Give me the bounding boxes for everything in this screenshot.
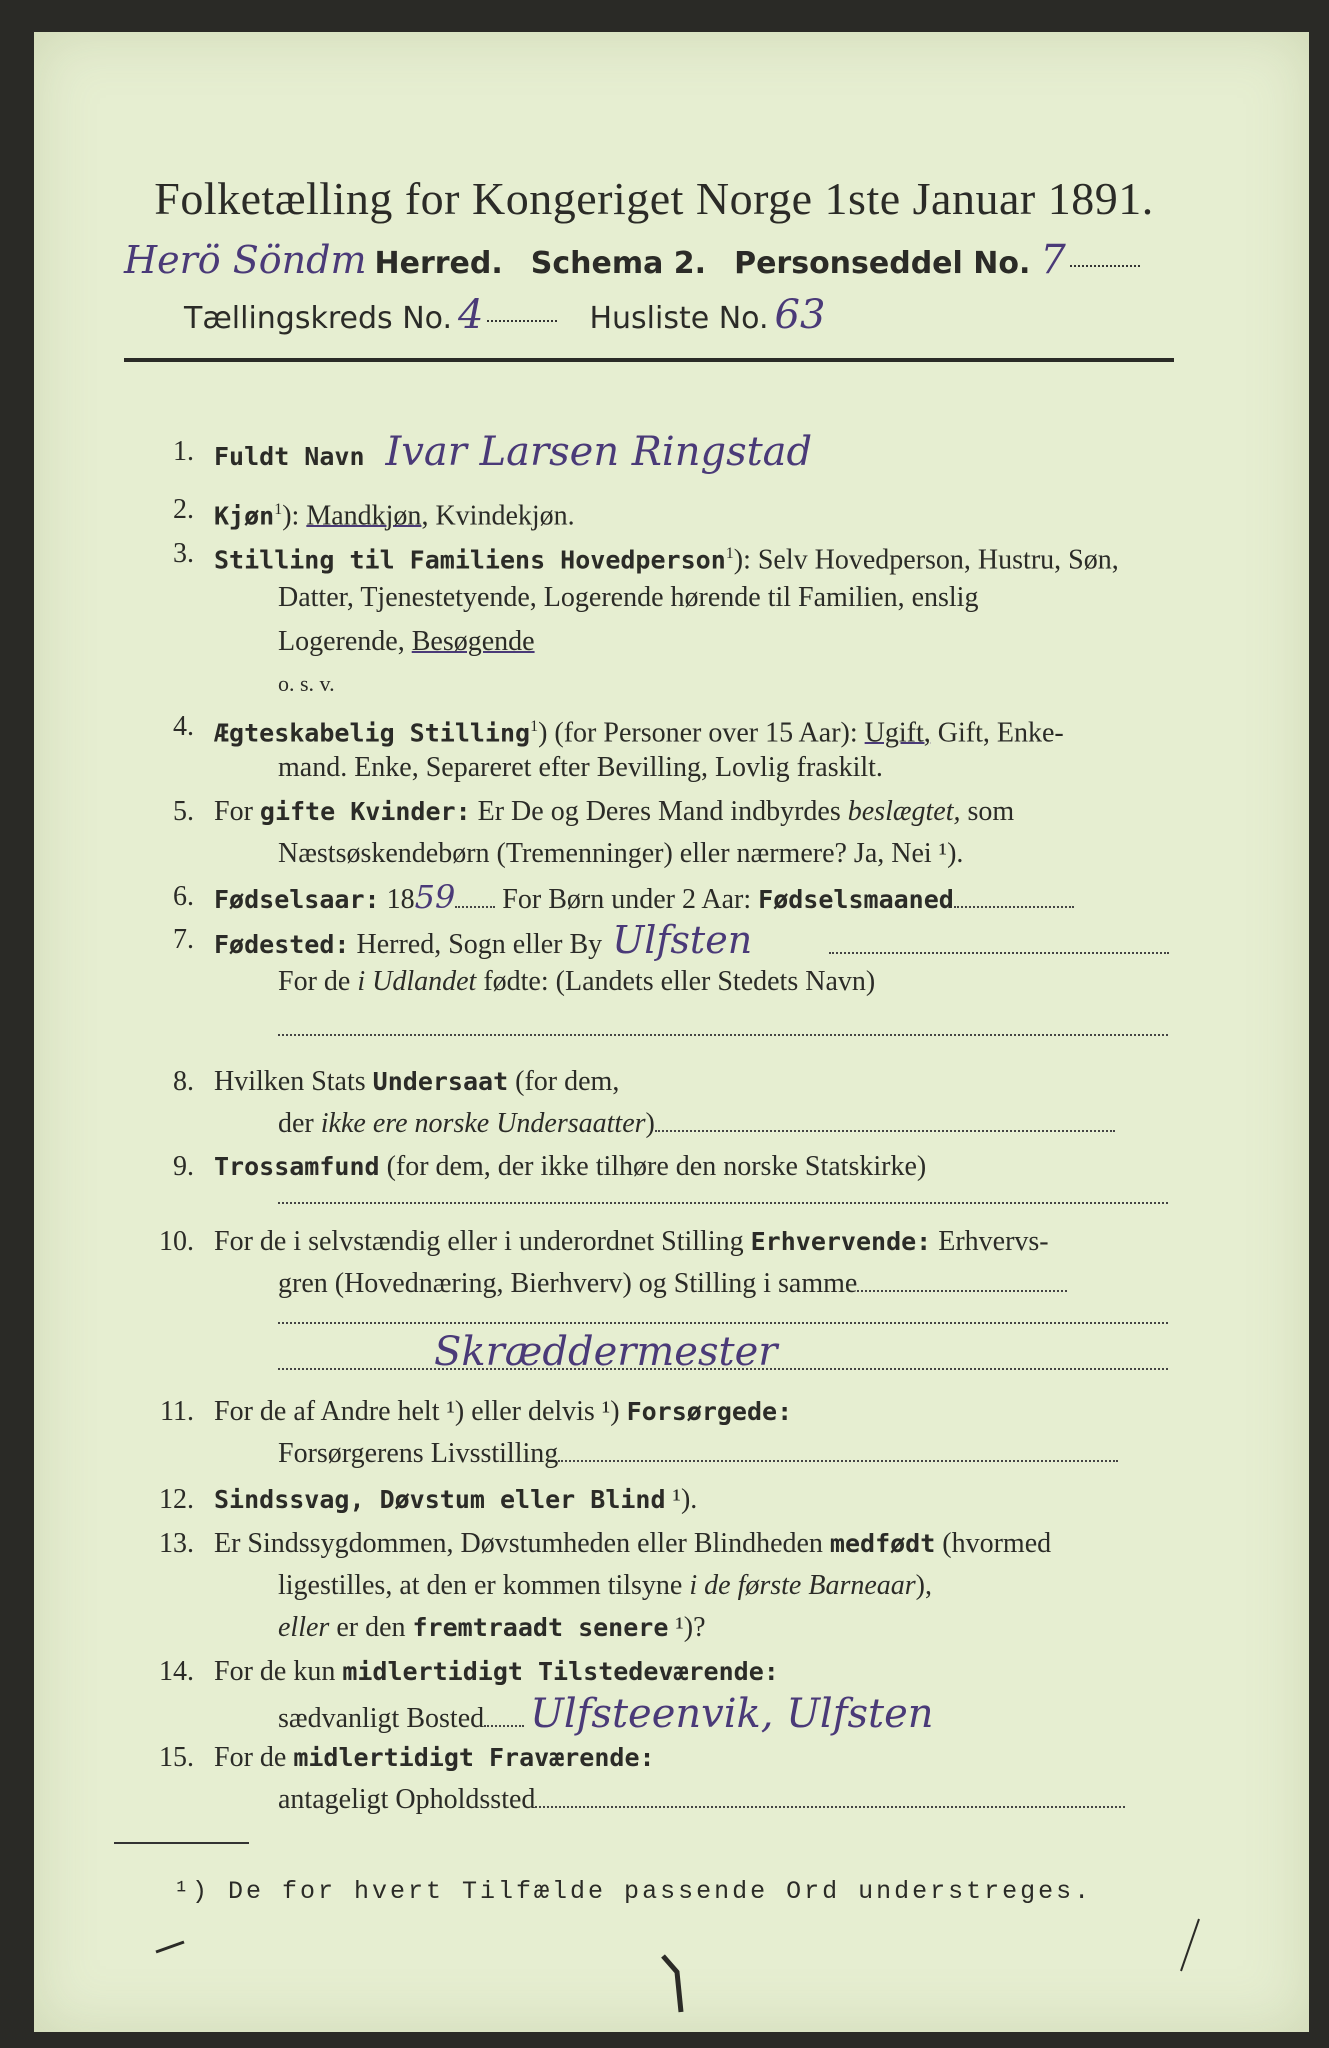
text: i [357, 966, 366, 997]
text: For de [214, 1742, 294, 1773]
text: Gift, Enke- [930, 717, 1064, 749]
kreds-value: 4 [458, 292, 484, 338]
text: Er Sindssygdommen, Døvstumheden eller Blindheden [214, 1528, 830, 1559]
husliste-label: Husliste No. [589, 301, 769, 336]
field-label: Trossamfund [214, 1152, 380, 1181]
text: For Børn under 2 Aar: [495, 884, 759, 915]
item-number: 2. [173, 494, 194, 525]
field-label: Ægteskabelig Stilling [214, 718, 531, 748]
field-label: fremtraadt senere [412, 1613, 669, 1642]
birth-year-value: 59 [414, 878, 456, 916]
text: eller [278, 1612, 330, 1643]
text: For de kun [214, 1656, 343, 1687]
dotted-fill [278, 1034, 1168, 1036]
text: ): [282, 500, 300, 532]
dotted-fill [857, 1290, 1067, 1292]
field-label: Fødselsaar: [214, 885, 380, 914]
text: For de af Andre helt ¹) eller delvis ¹) [214, 1396, 627, 1427]
item-number: 5. [173, 796, 194, 827]
text: Herred, Sogn eller By [349, 929, 603, 960]
text: fødte: (Landets eller Stedets Navn) [476, 966, 876, 997]
text: Hvilken Stats [214, 1066, 373, 1097]
field-label: midlertidigt Tilstedeværende: [342, 1657, 779, 1686]
text: som [960, 796, 1015, 827]
text: Datter, Tjenestetyende, Logerende hørende til Familien, enslig [278, 582, 979, 613]
text: Logerende, [278, 626, 412, 657]
text: beslægtet, [847, 796, 961, 827]
dotted-fill [655, 1130, 1115, 1132]
schema-label: Schema 2. [530, 246, 707, 281]
text: 18 [379, 884, 415, 915]
text: antageligt Opholdssted [278, 1784, 536, 1815]
ink-mark [659, 1952, 699, 2022]
header-rule [124, 358, 1174, 362]
field-label: Fødested: [214, 930, 350, 959]
kreds-label: Tællingskreds No. [184, 301, 452, 336]
text: Udlandet [372, 966, 477, 997]
text: ) (for Personer over 15 Aar): [538, 717, 865, 749]
text: ), [915, 1570, 932, 1601]
dotted-fill [829, 952, 1169, 954]
text: ikke ere norske Undersaatter [320, 1108, 646, 1139]
item-number: 10. [159, 1226, 194, 1257]
usual-residence-value: Ulfsteenvik, Ulfsten [530, 1691, 934, 1737]
field-label: Undersaat [372, 1067, 509, 1096]
item-number: 11. [160, 1396, 194, 1427]
field-label: Fødselsmaaned [758, 885, 954, 914]
full-name-value: Ivar Larsen Ringstad [385, 429, 813, 475]
item-number: 14. [159, 1656, 194, 1687]
dotted-fill [278, 1368, 1168, 1370]
text: Er De og Deres Mand indbyrdes [470, 796, 848, 827]
text: Forsørgerens Livsstilling [278, 1438, 559, 1469]
item-number: 8. [173, 1066, 194, 1097]
option-ugift-underlined: Ugift, [864, 717, 931, 749]
header-line-1 [124, 237, 1184, 283]
field-label: medfødt [829, 1529, 936, 1558]
text: ): Selv Hovedperson, Hustru, Søn, [733, 544, 1119, 576]
footnote-mark: 1 [725, 545, 734, 562]
birthplace-value: Ulfsten [612, 918, 753, 962]
item-number: 13. [159, 1528, 194, 1559]
form-title: Folketælling for Kongeriget Norge 1ste Januar 1891. [154, 173, 1154, 224]
item-number: 15. [159, 1742, 194, 1773]
dotted-fill [954, 906, 1074, 908]
item-number: 1. [173, 436, 194, 467]
text: Erhvervs- [931, 1226, 1049, 1257]
ink-mark [154, 1932, 194, 1962]
dotted-fill [487, 320, 557, 322]
dotted-fill [278, 1202, 1168, 1204]
header-line-2 [184, 292, 1244, 338]
dotted-fill [1070, 265, 1140, 267]
personseddel-label: Personseddel No. [734, 246, 1031, 281]
dotted-fill [278, 1322, 1168, 1324]
census-form-sheet [34, 32, 1309, 2032]
text: ¹)? [668, 1612, 706, 1643]
item-number: 3. [173, 538, 194, 569]
text: (for dem, der ikke tilhøre den norske Statskirke) [379, 1151, 927, 1182]
dotted-fill [535, 1806, 1125, 1808]
text: (hvormed [935, 1528, 1052, 1559]
field-label: Forsørgede: [626, 1397, 793, 1426]
item-number: 12. [159, 1484, 194, 1515]
herred-value: Herö Söndm [124, 238, 367, 282]
text: For [214, 796, 260, 827]
husliste-value: 63 [774, 292, 826, 338]
text: ) [645, 1108, 655, 1139]
option-mandkjon-underlined: Mandkjøn [306, 500, 422, 532]
dotted-fill [484, 1725, 524, 1727]
occupation-value: Skræddermester [434, 1329, 778, 1375]
footnote-mark: 1 [274, 501, 283, 518]
field-label: midlertidigt Fraværende: [293, 1743, 655, 1772]
text: der [278, 1108, 321, 1139]
footnote-rule [114, 1842, 249, 1844]
text: For de i selvstændig eller i underordnet Stilling [214, 1226, 751, 1257]
dotted-fill [455, 906, 495, 908]
personseddel-value: 7 [1040, 237, 1066, 283]
footnote: ¹) De for hvert Tilfælde passende Ord understreges. [174, 1877, 1093, 1906]
dotted-fill [558, 1460, 1118, 1462]
text: gren (Hovednæring, Bierhverv) og Stilling i samme [278, 1268, 858, 1299]
option-kvindekjon: , Kvindekjøn. [421, 500, 575, 532]
ink-mark [1169, 1917, 1209, 1977]
item-number: 9. [173, 1151, 194, 1182]
field-label: Stilling til Familiens Hovedperson [214, 545, 726, 575]
text: Næstsøskendebørn (Tremenninger) eller nærmere? Ja, Nei ¹). [278, 838, 964, 869]
text: o. s. v. [278, 671, 335, 696]
field-label: Kjøn [214, 501, 275, 531]
field-label: Fuldt Navn [214, 442, 365, 471]
text: For de [278, 966, 358, 997]
text: i de første Barneaar [689, 1570, 916, 1601]
field-label: Sindssvag, Døvstum eller Blind [214, 1485, 666, 1514]
item-number: 4. [173, 711, 194, 742]
text: mand. Enke, Separeret efter Bevilling, Lovlig fraskilt. [278, 752, 883, 783]
herred-label: Herred. [374, 246, 503, 281]
text: (for dem, [508, 1066, 620, 1097]
field-label: gifte Kvinder: [259, 797, 471, 826]
option-besogende-underlined: Besøgende [411, 626, 535, 657]
text: ¹). [665, 1484, 698, 1515]
footnote-mark: 1 [530, 718, 539, 735]
text: sædvanligt Bosted [278, 1703, 485, 1734]
item-number: 6. [173, 881, 194, 912]
item-number: 7. [173, 924, 194, 955]
field-label: Erhvervende: [750, 1227, 932, 1256]
text: er den [329, 1612, 413, 1643]
text: ligestilles, at den er kommen tilsyne [278, 1570, 690, 1601]
